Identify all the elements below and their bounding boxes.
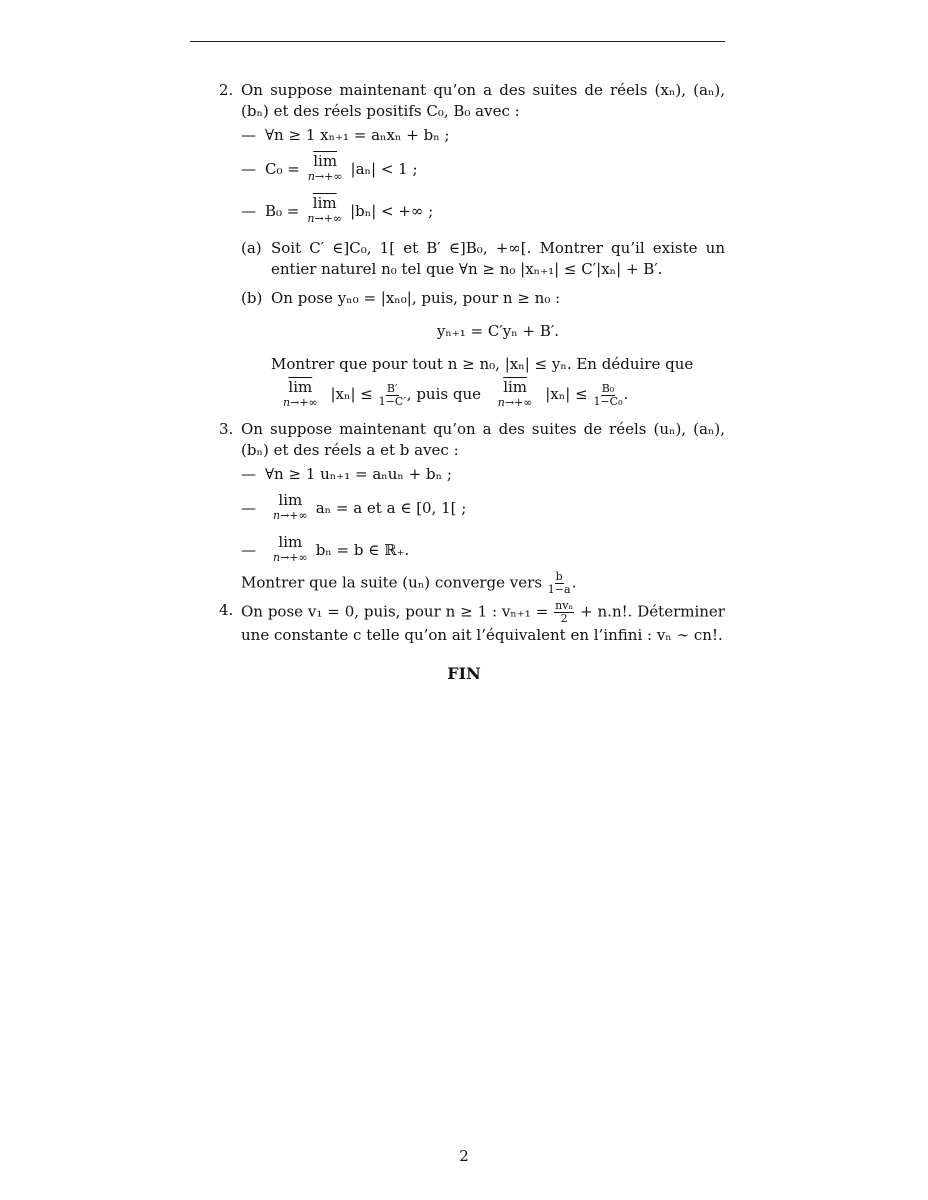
fraction xyxy=(548,571,571,596)
subquestion-label: (a) xyxy=(241,239,262,257)
limsup-operator xyxy=(307,195,342,227)
fraction-numerator: b xyxy=(555,570,563,583)
question-conclusion xyxy=(241,571,725,596)
fraction-numerator: B′ xyxy=(386,381,398,395)
header-rule xyxy=(190,41,725,42)
lim-subscript: n→+∞ xyxy=(273,551,308,564)
question-number: 2. xyxy=(219,81,234,99)
question-intro: On suppose maintenant qu’on a des suites de réels (uₙ), (aₙ), (bₙ) et des réels a et b avec : xyxy=(241,420,725,459)
lim-subscript: n→+∞ xyxy=(307,212,343,225)
condition-post: |bₙ| < +∞ ; xyxy=(350,201,434,220)
fraction-denominator: 2 xyxy=(560,612,568,625)
question-number: 3. xyxy=(219,420,234,438)
fraction-denominator: 1−C₀ xyxy=(593,394,623,408)
condition xyxy=(241,463,725,485)
dash-bullet: — xyxy=(241,464,256,483)
lim-subscript: n→+∞ xyxy=(283,396,318,409)
fraction-denominator: 1−a xyxy=(547,583,571,596)
dash-bullet: — xyxy=(241,498,256,517)
inequality-text: |xₙ| ≤ xyxy=(330,385,373,403)
condition xyxy=(241,489,725,527)
lim-op: lim xyxy=(278,533,303,551)
limsup-operator xyxy=(498,379,533,411)
condition xyxy=(241,192,725,230)
fraction xyxy=(593,383,622,408)
subquestion-text: Soit C′ ∈]C₀, 1[ et B′ ∈]B₀, +∞[. Montrer qu’il existe un entier naturel n₀ tel que ∀n ≥ n₀ |xₙ₊₁| ≤ C′|xₙ| + B′. xyxy=(271,239,725,278)
question-4 xyxy=(219,600,725,646)
subquestion-a xyxy=(241,238,725,280)
question-text-b: + n.n!. Déterminer une constante c telle qu’on ait l’équivalent en l’infini : vₙ ∼ cn!. xyxy=(241,602,725,644)
lim-operator xyxy=(273,534,308,566)
question-3 xyxy=(219,419,725,596)
fraction-denominator: 1−C′ xyxy=(378,394,406,408)
lim-subscript: n→+∞ xyxy=(273,509,308,522)
fraction-numerator: B₀ xyxy=(601,381,615,395)
dash-bullet: — xyxy=(241,159,256,178)
lim-op: $\overline{lim}$ xyxy=(503,378,528,396)
lim-operator xyxy=(273,492,308,524)
limsup-operator xyxy=(283,379,318,411)
condition-post: |aₙ| < 1 ; xyxy=(350,159,418,178)
fraction xyxy=(554,600,574,625)
subquestion-label: (b) xyxy=(241,289,263,307)
fraction xyxy=(379,383,406,408)
inequality-text: |xₙ| ≤ xyxy=(545,385,588,403)
condition xyxy=(241,150,725,188)
connector-text: , puis que xyxy=(406,385,481,403)
end-punctuation: . xyxy=(571,573,577,592)
lim-subscript: n→+∞ xyxy=(497,396,533,409)
lim-op: lim xyxy=(278,491,303,509)
limsup-operator xyxy=(308,153,343,185)
question-number: 4. xyxy=(219,601,234,619)
end-marker: FIN xyxy=(447,664,481,683)
condition-post: aₙ = a et a ∈ [0, 1[ ; xyxy=(315,498,467,517)
question-2 xyxy=(219,80,725,413)
lim-op: $\overline{lim}$ xyxy=(288,378,313,396)
limsup-inequalities xyxy=(271,379,725,411)
lim-op: $\overline{lim}$ xyxy=(312,194,337,212)
condition-text: ∀n ≥ 1 xₙ₊₁ = aₙxₙ + bₙ ; xyxy=(265,125,450,144)
condition-pre: B₀ = xyxy=(265,201,300,220)
dash-bullet: — xyxy=(241,540,256,559)
question-text xyxy=(241,600,725,646)
lim-subscript: n→+∞ xyxy=(307,170,343,183)
dash-bullet: — xyxy=(241,201,256,220)
subquestion-text: On pose yₙ₀ = |xₙ₀|, puis, pour n ≥ n₀ : xyxy=(271,289,561,307)
page-number: 2 xyxy=(459,1147,469,1165)
condition xyxy=(241,124,725,146)
question-text-a: On pose v₁ = 0, puis, pour n ≥ 1 : vₙ₊₁ = xyxy=(241,602,549,621)
condition-text: ∀n ≥ 1 uₙ₊₁ = aₙuₙ + bₙ ; xyxy=(265,464,452,483)
end-punctuation: . xyxy=(623,385,629,403)
conclusion-text: Montrer que la suite (uₙ) converge vers xyxy=(241,573,543,592)
dash-bullet: — xyxy=(241,125,256,144)
subquestion-b xyxy=(241,288,725,411)
lim-op: $\overline{lim}$ xyxy=(313,152,338,170)
subquestion-text: Montrer que pour tout n ≥ n₀, |xₙ| ≤ yₙ. En déduire que xyxy=(271,355,694,373)
fraction-numerator: nvₙ xyxy=(555,599,574,612)
condition-post: bₙ = b ∈ ℝ₊. xyxy=(315,540,410,559)
exercise-content xyxy=(219,80,725,650)
question-intro: On suppose maintenant qu’on a des suites de réels (xₙ), (aₙ), (bₙ) et des réels positifs C₀, B₀ avec : xyxy=(241,81,725,120)
condition-pre: C₀ = xyxy=(265,159,300,178)
condition xyxy=(241,531,725,569)
display-equation: yₙ₊₁ = C′yₙ + B′. xyxy=(436,322,560,340)
